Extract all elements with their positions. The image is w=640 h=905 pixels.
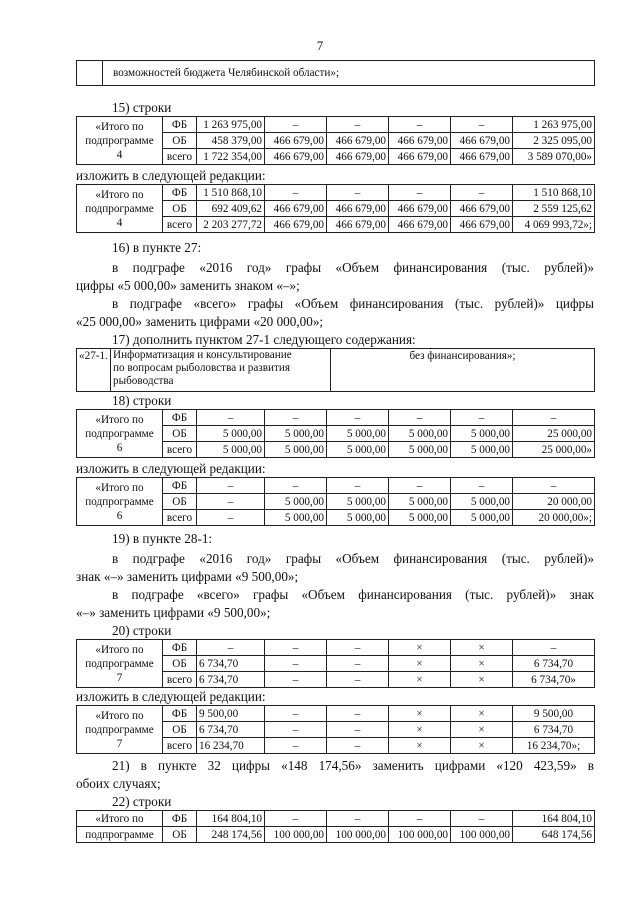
table-cell: – [265, 478, 327, 494]
table-cell: – [451, 478, 513, 494]
table-cell: ОБ [163, 494, 197, 510]
table-cell [77, 61, 103, 86]
label-line: «Итого по [95, 481, 144, 494]
table-cell: 25 000,00 [513, 426, 595, 442]
table-cell: 458 379,00 [197, 133, 265, 149]
table-cell: – [327, 640, 389, 656]
table-cell: – [327, 738, 389, 754]
table-cell: всего [163, 149, 197, 165]
table-cell: ОБ [163, 827, 197, 843]
edit-instruction: изложить в следующей редакции: [76, 461, 266, 476]
label-line: «Итого по [95, 188, 144, 201]
table-cell: – [327, 706, 389, 722]
table-cell: 466 679,00 [327, 201, 389, 217]
label-line: подпрограмме [85, 134, 154, 147]
table-cell: – [197, 494, 265, 510]
table-cell: 466 679,00 [389, 149, 451, 165]
table-cell: × [451, 672, 513, 688]
table-cell: – [265, 672, 327, 688]
row-label [77, 706, 163, 754]
table-cell: ФБ [163, 640, 197, 656]
table-cell: – [265, 410, 327, 426]
item-19-text-a2: знак «–» заменить цифрами «9 500,00»; [76, 569, 299, 584]
table-cell: ФБ [163, 478, 197, 494]
table-cell: 20 000,00 [513, 494, 595, 510]
table-row [77, 827, 595, 843]
table-cell: – [513, 478, 595, 494]
table-cell: – [327, 722, 389, 738]
item-description [111, 349, 331, 392]
label-line: подпрограмме [85, 723, 154, 736]
table-cell: 164 804,10 [197, 811, 265, 827]
table-cell: ФБ [163, 706, 197, 722]
table-subprogram-6-old [76, 409, 595, 458]
table-cell: 5 000,00 [389, 426, 451, 442]
item-19-heading: 19) в пункте 28-1: [112, 531, 213, 546]
table-cell: 9 500,00 [513, 706, 595, 722]
table-cell: всего [163, 442, 197, 458]
table-cell: 466 679,00 [327, 149, 389, 165]
table-cell: 100 000,00 [327, 827, 389, 843]
table-subprogram-4-old [76, 116, 595, 165]
table-cell: – [265, 640, 327, 656]
table-cell: 6 734,70» [513, 672, 595, 688]
table-cell: 5 000,00 [389, 494, 451, 510]
row-label [77, 117, 163, 165]
table-cell: – [197, 510, 265, 526]
table-cell: × [389, 672, 451, 688]
table-cell: × [451, 640, 513, 656]
table-cell: 466 679,00 [451, 149, 513, 165]
table-cell: 466 679,00 [327, 133, 389, 149]
table-cell: 5 000,00 [451, 442, 513, 458]
item-17-heading: 17) дополнить пунктом 27-1 следующего содержания: [112, 332, 416, 347]
table-cell: 5 000,00 [265, 426, 327, 442]
label-line: «Итого по [95, 643, 144, 656]
table-cell: ОБ [163, 656, 197, 672]
table-row [77, 478, 595, 494]
item-15-heading: 15) строки [112, 100, 172, 115]
table-cell: 5 000,00 [265, 442, 327, 458]
table-cell: – [327, 410, 389, 426]
table-cell: 9 500,00 [197, 706, 265, 722]
table-cell: 3 589 070,00» [513, 149, 595, 165]
item-21-text-1: 21) в пункте 32 цифры «148 174,56» заменить цифрами «120 423,59» в [112, 758, 594, 773]
table-cell: – [327, 811, 389, 827]
table-cell: 100 000,00 [451, 827, 513, 843]
table-cell: 1 510 868,10 [513, 185, 595, 201]
table-cell: 466 679,00 [327, 217, 389, 233]
table-item-27-1 [76, 348, 595, 392]
financing-note: без финансирования»; [331, 349, 595, 392]
table-cell: всего [163, 217, 197, 233]
table-cell: 5 000,00 [265, 510, 327, 526]
continuation-table [76, 60, 595, 86]
label-line: 6 [116, 509, 123, 522]
edit-instruction: изложить в следующей редакции: [76, 168, 266, 183]
table-cell: ФБ [163, 117, 197, 133]
label-line: «Итого по [95, 120, 144, 133]
label-line: «Итого по [95, 413, 144, 426]
table-subprogram-4-new [76, 184, 595, 233]
item-16-text-a2: цифры «5 000,00» заменить знаком «–»; [76, 278, 300, 293]
table-cell: 692 409,62 [197, 201, 265, 217]
table-cell: 466 679,00 [265, 133, 327, 149]
table-cell: 2 203 277,72 [197, 217, 265, 233]
table-cell: 5 000,00 [451, 494, 513, 510]
table-cell: 5 000,00 [389, 442, 451, 458]
table-cell: 164 804,10 [513, 811, 595, 827]
table-cell: 648 174,56 [513, 827, 595, 843]
table-cell: ФБ [163, 811, 197, 827]
table-row [77, 349, 595, 392]
row-label: подпрограмме [77, 827, 163, 843]
table-cell: – [265, 738, 327, 754]
item-16-heading: 16) в пункте 27: [112, 240, 202, 255]
label-line: подпрограмме [85, 427, 154, 440]
table-cell: × [451, 656, 513, 672]
item-18-heading: 18) строки [112, 393, 172, 408]
table-cell: × [389, 722, 451, 738]
table-subprogram-7-new [76, 705, 595, 754]
label-line: подпрограмме [85, 495, 154, 508]
table-cell: × [389, 706, 451, 722]
row-label [77, 410, 163, 458]
row-label [77, 478, 163, 526]
row-label: «Итого по [77, 811, 163, 827]
table-row [77, 811, 595, 827]
table-cell: – [197, 478, 265, 494]
table-cell: – [327, 478, 389, 494]
table-cell: – [197, 640, 265, 656]
table-cell: – [327, 672, 389, 688]
table-cell: 2 325 095,00 [513, 133, 595, 149]
table-cell: – [327, 117, 389, 133]
table-cell: – [327, 185, 389, 201]
label-line: 7 [116, 737, 123, 750]
table-cell: 6 734,70 [513, 722, 595, 738]
table-cell: всего [163, 738, 197, 754]
table-cell: 16 234,70 [197, 738, 265, 754]
table-cell: 100 000,00 [265, 827, 327, 843]
item-22-heading: 22) строки [112, 794, 172, 809]
item-19-text-b2: «–» заменить цифрами «9 500,00»; [76, 605, 271, 620]
table-cell: ОБ [163, 201, 197, 217]
table-cell: – [513, 640, 595, 656]
table-row [77, 640, 595, 656]
table-cell: ФБ [163, 410, 197, 426]
table-cell: 466 679,00 [389, 133, 451, 149]
table-cell: 5 000,00 [451, 426, 513, 442]
table-cell: 248 174,56 [197, 827, 265, 843]
table-cell: 466 679,00 [451, 201, 513, 217]
table-cell: 6 734,70 [197, 722, 265, 738]
table-cell: 5 000,00 [327, 494, 389, 510]
table-cell: 5 000,00 [197, 442, 265, 458]
table-cell: – [451, 410, 513, 426]
table-cell: 5 000,00 [197, 426, 265, 442]
label-line: Информатизация и консультирование [113, 349, 292, 361]
table-row [77, 185, 595, 201]
label-line: «Итого по [95, 709, 144, 722]
table-cell: – [265, 656, 327, 672]
table-cell: ОБ [163, 426, 197, 442]
table-cell: 466 679,00 [451, 133, 513, 149]
table-cell: 466 679,00 [389, 217, 451, 233]
label-line: подпрограмме [85, 202, 154, 215]
table-cell: ОБ [163, 722, 197, 738]
table-cell: 466 679,00 [265, 149, 327, 165]
item-20-heading: 20) строки [112, 623, 172, 638]
table-cell: 25 000,00» [513, 442, 595, 458]
table-cell: 6 734,70 [513, 656, 595, 672]
item-16-text-b2: «25 000,00» заменить цифрами «20 000,00»; [76, 314, 324, 329]
table-cell: 6 734,70 [197, 672, 265, 688]
continuation-text: возможностей бюджета Челябинской области»; [103, 61, 595, 86]
table-cell: 1 263 975,00 [513, 117, 595, 133]
table-cell: – [265, 722, 327, 738]
table-cell: – [389, 410, 451, 426]
table-cell: 5 000,00 [265, 494, 327, 510]
label-line: рыбоводства [113, 375, 174, 387]
table-cell: × [451, 738, 513, 754]
table-subprogram-6-new [76, 477, 595, 526]
table-cell: 1 263 975,00 [197, 117, 265, 133]
item-19-text-a1: в подграфе «2016 год» графы «Объем финансирования (тыс. рублей)» [112, 551, 594, 566]
label-line: 6 [116, 441, 123, 454]
table-cell: – [389, 185, 451, 201]
item-16-text-b1: в подграфе «всего» графы «Объем финансирования (тыс. рублей)» цифры [112, 296, 594, 311]
label-line: по вопросам рыболовства и развития [113, 362, 291, 374]
row-label [77, 185, 163, 233]
table-cell: – [265, 811, 327, 827]
item-21-text-2: обоих случаях; [76, 776, 161, 791]
label-line: 4 [116, 216, 123, 229]
label-line: 4 [116, 148, 123, 161]
table-cell: 2 559 125,62 [513, 201, 595, 217]
table-cell: 1 722 354,00 [197, 149, 265, 165]
table-cell: 5 000,00 [327, 442, 389, 458]
item-19-text-b1: в подграфе «всего» графы «Объем финансирования (тыс. рублей)» знак [112, 587, 594, 602]
table-cell: ФБ [163, 185, 197, 201]
edit-instruction: изложить в следующей редакции: [76, 689, 266, 704]
table-cell: – [265, 185, 327, 201]
table-cell: 466 679,00 [265, 201, 327, 217]
table-row [77, 410, 595, 426]
table-cell: × [389, 738, 451, 754]
table-cell: × [451, 706, 513, 722]
table-cell: – [451, 811, 513, 827]
label-line: подпрограмме [85, 657, 154, 670]
table-subprogram-7-old [76, 639, 595, 688]
table-cell: 100 000,00 [389, 827, 451, 843]
table-cell: 5 000,00 [389, 510, 451, 526]
table-cell: 1 510 868,10 [197, 185, 265, 201]
table-cell: – [265, 706, 327, 722]
table-cell: – [197, 410, 265, 426]
table-cell: всего [163, 672, 197, 688]
item-number: «27-1. [77, 349, 111, 392]
table-cell: 4 069 993,72»; [513, 217, 595, 233]
table-cell: 6 734,70 [197, 656, 265, 672]
table-cell: – [513, 410, 595, 426]
table-cell: – [389, 478, 451, 494]
table-row [77, 706, 595, 722]
table-row [77, 117, 595, 133]
table-cell: – [327, 656, 389, 672]
table-cell: 5 000,00 [451, 510, 513, 526]
page-number: 7 [316, 38, 324, 53]
label-line: 7 [116, 671, 123, 684]
table-cell: – [389, 117, 451, 133]
table-cell: 466 679,00 [451, 217, 513, 233]
table-cell: 16 234,70»; [513, 738, 595, 754]
table-cell: × [389, 640, 451, 656]
table-cell: × [389, 656, 451, 672]
table-cell: 5 000,00 [327, 510, 389, 526]
table-cell: – [389, 811, 451, 827]
table-subprogram-8-old [76, 810, 595, 843]
table-cell: 20 000,00»; [513, 510, 595, 526]
table-cell: 466 679,00 [389, 201, 451, 217]
table-cell: всего [163, 510, 197, 526]
table-cell: 5 000,00 [327, 426, 389, 442]
item-16-text-a1: в подграфе «2016 год» графы «Объем финансирования (тыс. рублей)» [112, 260, 594, 275]
table-cell: – [451, 185, 513, 201]
table-cell: – [265, 117, 327, 133]
table-cell: 466 679,00 [265, 217, 327, 233]
table-cell: × [451, 722, 513, 738]
table-cell: ОБ [163, 133, 197, 149]
row-label [77, 640, 163, 688]
table-cell: – [451, 117, 513, 133]
